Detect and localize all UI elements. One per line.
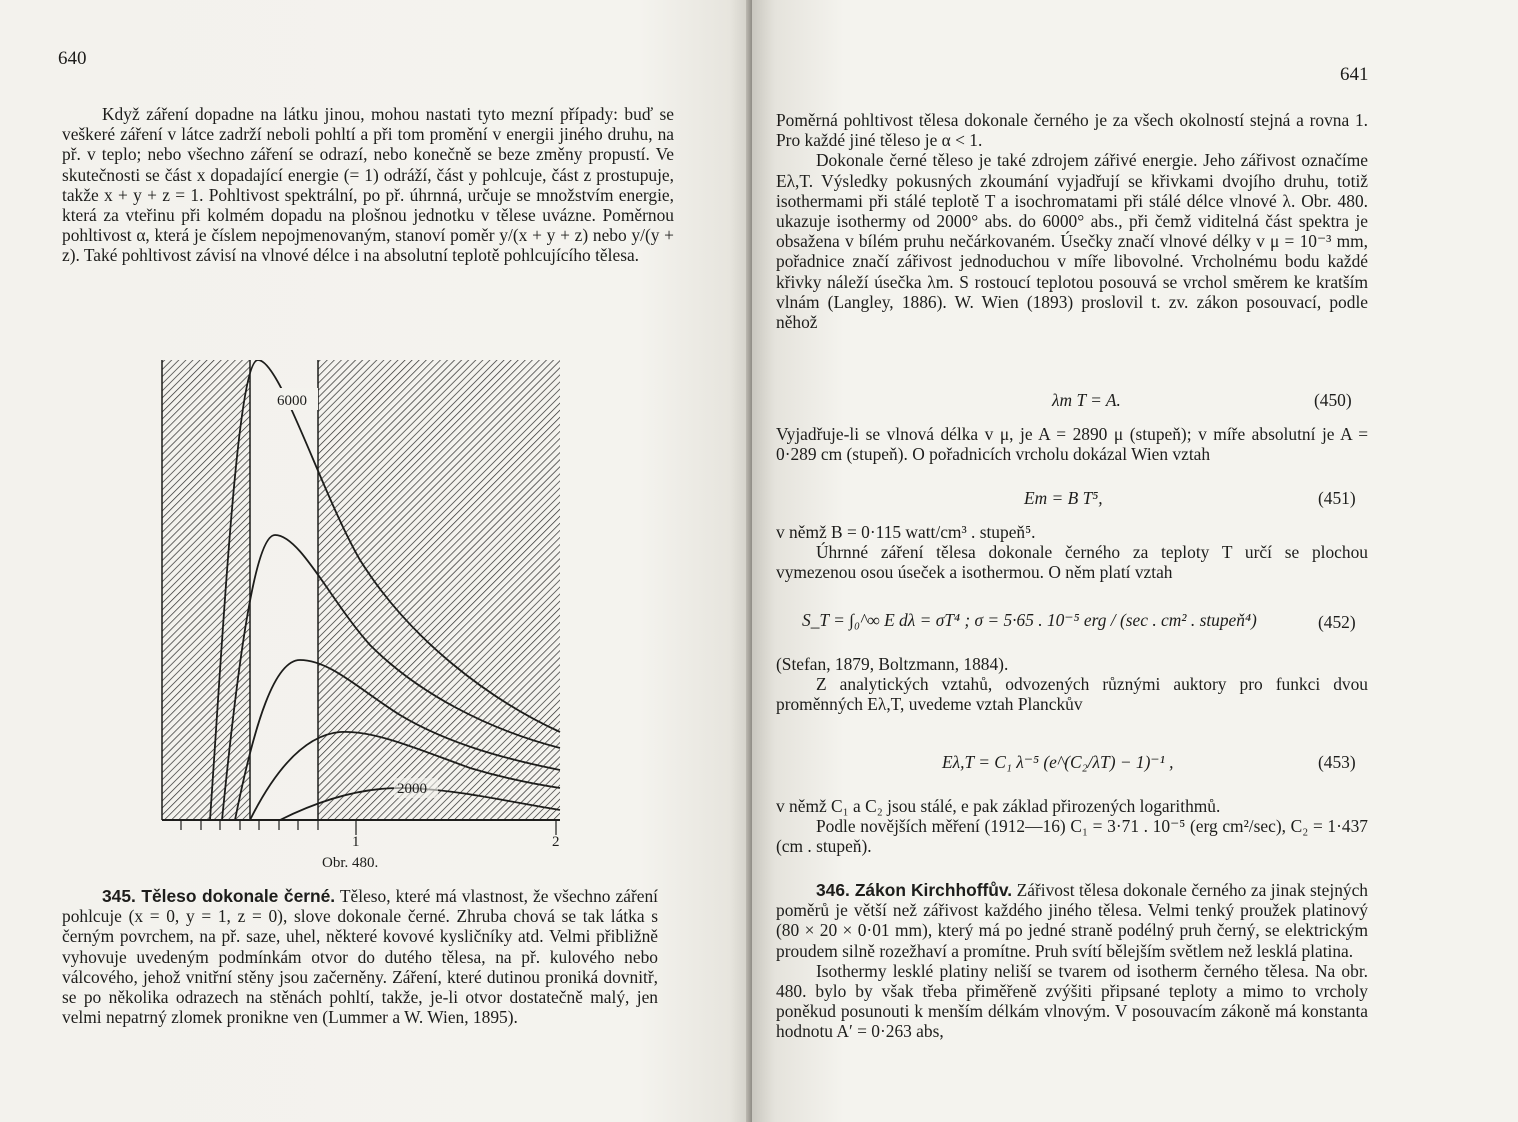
block-7: Z analytických vztahů, odvozených různými auktory pro funkci dvou proměnných Eλ,T, uvedeme vztah Planckův — [776, 674, 1368, 715]
block-9: Podle novějších měření (1912—16) C₁ = 3·71 . 10⁻⁵ (erg cm²/sec), C₂ = 1·437 (cm . stupeň). — [776, 816, 1368, 857]
equation-450: λm T = A. — [1052, 390, 1121, 410]
section-346-text: Zářivost tělesa dokonale černého za jinak stejných poměrů je větší než zářivost každého jiného tělesa. Velmi tenký proužek platinový (80 × 20 × 0·01 mm), který má po jedné straně podélný pruh černý, se elektrickým proudem silně rozežhaví a promítne. Pruh svítí bělejším světlem než lesklá platina. — [776, 880, 1368, 961]
tick-label-2: 2 — [552, 834, 560, 850]
left-intro-paragraph — [62, 104, 674, 266]
hatched-region-left — [162, 360, 250, 820]
block-6: (Stefan, 1879, Boltzmann, 1884). — [776, 654, 1009, 674]
right-text-block4-5 — [776, 522, 1368, 583]
section-345-text: Těleso, které má vlastnost, že všechno záření pohlcuje (x = 0, y = 1, z = 0), slove dokonale černé. Zhruba chová se tak látka s černým povrchem, na př. saze, uhel, některé kovové kysličníky atd. Velmi přibližně vyhovuje uvedeným podmínkám otvor do dutého tělesa, na př. kulového nebo válcového, jehož vnitřní stěny jsou začerněny. Záření, které dutinou proniká dovnitř, se po několika odrazech na stěnách pohltí, takže, je-li otvor dostatečně malý, jen velmi nepatrný zlomek pronikne ven (Lummer a W. Wien, 1895). — [62, 886, 659, 1028]
tick-label-1: 1 — [352, 834, 360, 850]
right-text-top — [776, 110, 1368, 332]
equation-453: Eλ,T = C₁ λ⁻⁵ (e^(C₂/λT) − 1)⁻¹ , — [942, 752, 1174, 772]
equation-450-number: (450) — [1314, 390, 1352, 410]
section-346-text-2: Isothermy lesklé platiny neliší se tvarem od isotherm černého tělesa. Na obr. 480. bylo by však třeba přiměřeně zvýšiti připsané teploty a mimo to vrcholy poněkud posunouti k menším délkám vlnovým. V posouvacím zákoně má konstanta hodnotu A′ = 0·263 abs, — [776, 960, 1368, 1042]
hatched-region-right — [318, 360, 560, 820]
x-axis-ticks — [181, 820, 556, 835]
block-4: v němž B = 0·115 watt/cm³ . stupeň⁵. — [776, 522, 1036, 542]
equation-452-number: (452) — [1318, 612, 1356, 632]
figure-caption: Obr. 480. — [322, 855, 379, 871]
block-2: Dokonale černé těleso je také zdrojem zářivé energie. Jeho zářivost označíme Eλ,T. Výsledky pokusných zkoumání vyjadřují se křivkami dvojího druhu, totiž isothermami při stálé teplotě T a isochromatami při stálé délce vlnové λ. Obr. 480. ukazuje isothermy od 2000° abs. do 6000° abs., při čemž viditelná část spektra je obsažena v bílém pruhu nečárkovaném. Úsečky značí vlnové délky v μ = 10⁻³ mm, pořadnice značí zářivost jednoduchou v míře libovolné. Vrcholnému bodu každé křivky náleží úsečka λm. S rostoucí teplotou posouvá se vrchol směrem ke kratším vlnám (Langley, 1886). W. Wien (1893) proslovil t. zv. zákon posouvací, podle něhož — [776, 150, 1368, 333]
label-6000: 6000 — [277, 393, 307, 409]
block-5: Úhrnné záření tělesa dokonale černého za teploty T určí se plochou vymezenou osou úseček a isothermou. O něm platí vztah — [776, 542, 1368, 583]
section-345 — [62, 886, 658, 1027]
equation-451-number: (451) — [1318, 488, 1356, 508]
section-346 — [776, 880, 1368, 1042]
equation-453-number: (453) — [1318, 752, 1356, 772]
block-8: v němž C₁ a C₂ jsou stálé, e pak základ přirozených logarithmů. — [776, 796, 1221, 816]
block-1: Poměrná pohltivost tělesa dokonale černého je za všech okolností stejná a rovna 1. Pro každé jiné těleso je α < 1. — [776, 110, 1368, 151]
intro-text: Když záření dopadne na látku jinou, mohou nastati tyto mezní případy: buď se veškeré záření v látce zadrží neboli pohltí a při tom promění v energii jiného druhu, na př. v teplo; nebo všechno záření se odrazí, nebo konečně se beze změny propustí. Ve skutečnosti se část x dopadající energie (= 1) odráží, část y pohlcuje, část z prostupuje, takže x + y + z = 1. Pohltivost spektrální, po př. úhrnná, určuje se množstvím energie, která za vteřinu při kolmém dopadu na plošnou jednotku v tělese uvázne. Poměrnou pohltivost α, která je číslem nepojmenovaným, stanoví poměr y/(x + y + z) nebo y/(y + z). Také pohltivost závisí na vlnové délce i na absolutní teplotě pohlcujícího tělesa. — [62, 104, 674, 266]
right-text-block8-9 — [776, 796, 1368, 857]
section-346-heading: 346. Zákon Kirchhoffův. — [816, 880, 1013, 900]
page-number-right: 641 — [1340, 64, 1369, 85]
equation-452: S_T = ∫₀^∞ E dλ = σT⁴ ; σ = 5·65 . 10⁻⁵ erg / (sec . cm² . stupeň⁴) — [802, 610, 1257, 630]
label-2000: 2000 — [397, 781, 427, 797]
equation-451: Em = B T⁵, — [1024, 488, 1103, 508]
block-3: Vyjadřuje-li se vlnová délka v μ, je A = 2890 μ (stupeň); v míře absolutní je A = 0·289 cm (stupeň). O pořadnicích vrcholu dokázal Wien vztah — [776, 424, 1368, 465]
left-page — [0, 0, 752, 1122]
right-page — [752, 0, 1518, 1122]
page-number-left: 640 — [58, 48, 87, 69]
section-345-heading: 345. Těleso dokonale černé. — [102, 886, 336, 906]
right-text-block6-7 — [776, 654, 1368, 715]
right-text-block3 — [776, 424, 1368, 464]
figure-480-isotherms — [150, 360, 580, 850]
